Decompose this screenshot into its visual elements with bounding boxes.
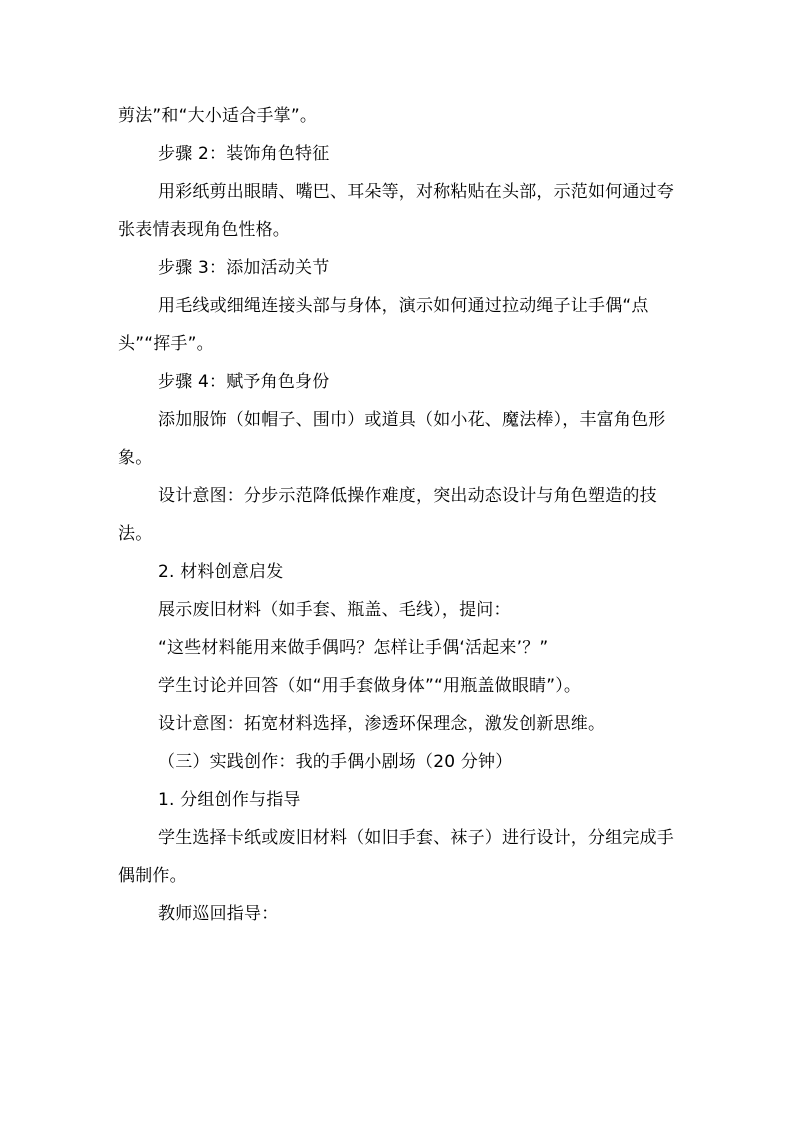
design-intent-1: 设计意图：分步示范降低操作难度，突出动态设计与角色塑造的技法。 (118, 486, 657, 544)
step-2-description: 用彩纸剪出眼睛、嘴巴、耳朵等，对称粘贴在头部，示范如何通过夸张表情表现角色性格。 (118, 182, 674, 240)
teacher-guidance: 教师巡回指导： (158, 904, 279, 924)
step-3-description: 用毛线或细绳连接头部与身体，演示如何通过拉动绳子让手偶“点头”“挥手”。 (118, 296, 649, 354)
design-intent-2: 设计意图：拓宽材料选择，渗透环保理念，激发创新思维。 (158, 714, 606, 734)
step-2-heading: 步骤 2：装饰角色特征 (158, 144, 330, 164)
materials-question: “这些材料能用来做手偶吗？怎样让手偶‘活起来’？” (158, 638, 549, 658)
student-discussion: 学生讨论并回答（如“用手套做身体”“用瓶盖做眼睛”）。 (158, 676, 582, 696)
step-4-heading: 步骤 4：赋予角色身份 (158, 372, 330, 392)
section-2-heading: 2. 材料创意启发 (158, 562, 284, 582)
group-creation-description: 学生选择卡纸或废旧材料（如旧手套、袜子）进行设计，分组完成手偶制作。 (118, 828, 674, 886)
part-3-heading: （三）实践创作：我的手偶小剧场（20 分钟） (158, 752, 513, 772)
paragraph-continuation: 剪法”和“大小适合手掌”。 (118, 106, 318, 126)
step-4-description: 添加服饰（如帽子、围巾）或道具（如小花、魔法棒），丰富角色形象。 (118, 410, 666, 468)
group-creation-heading: 1. 分组创作与指导 (158, 790, 301, 810)
step-3-heading: 步骤 3：添加活动关节 (158, 258, 330, 278)
materials-prompt: 展示废旧材料（如手套、瓶盖、毛线），提问： (158, 600, 511, 620)
document-body (118, 97, 678, 933)
